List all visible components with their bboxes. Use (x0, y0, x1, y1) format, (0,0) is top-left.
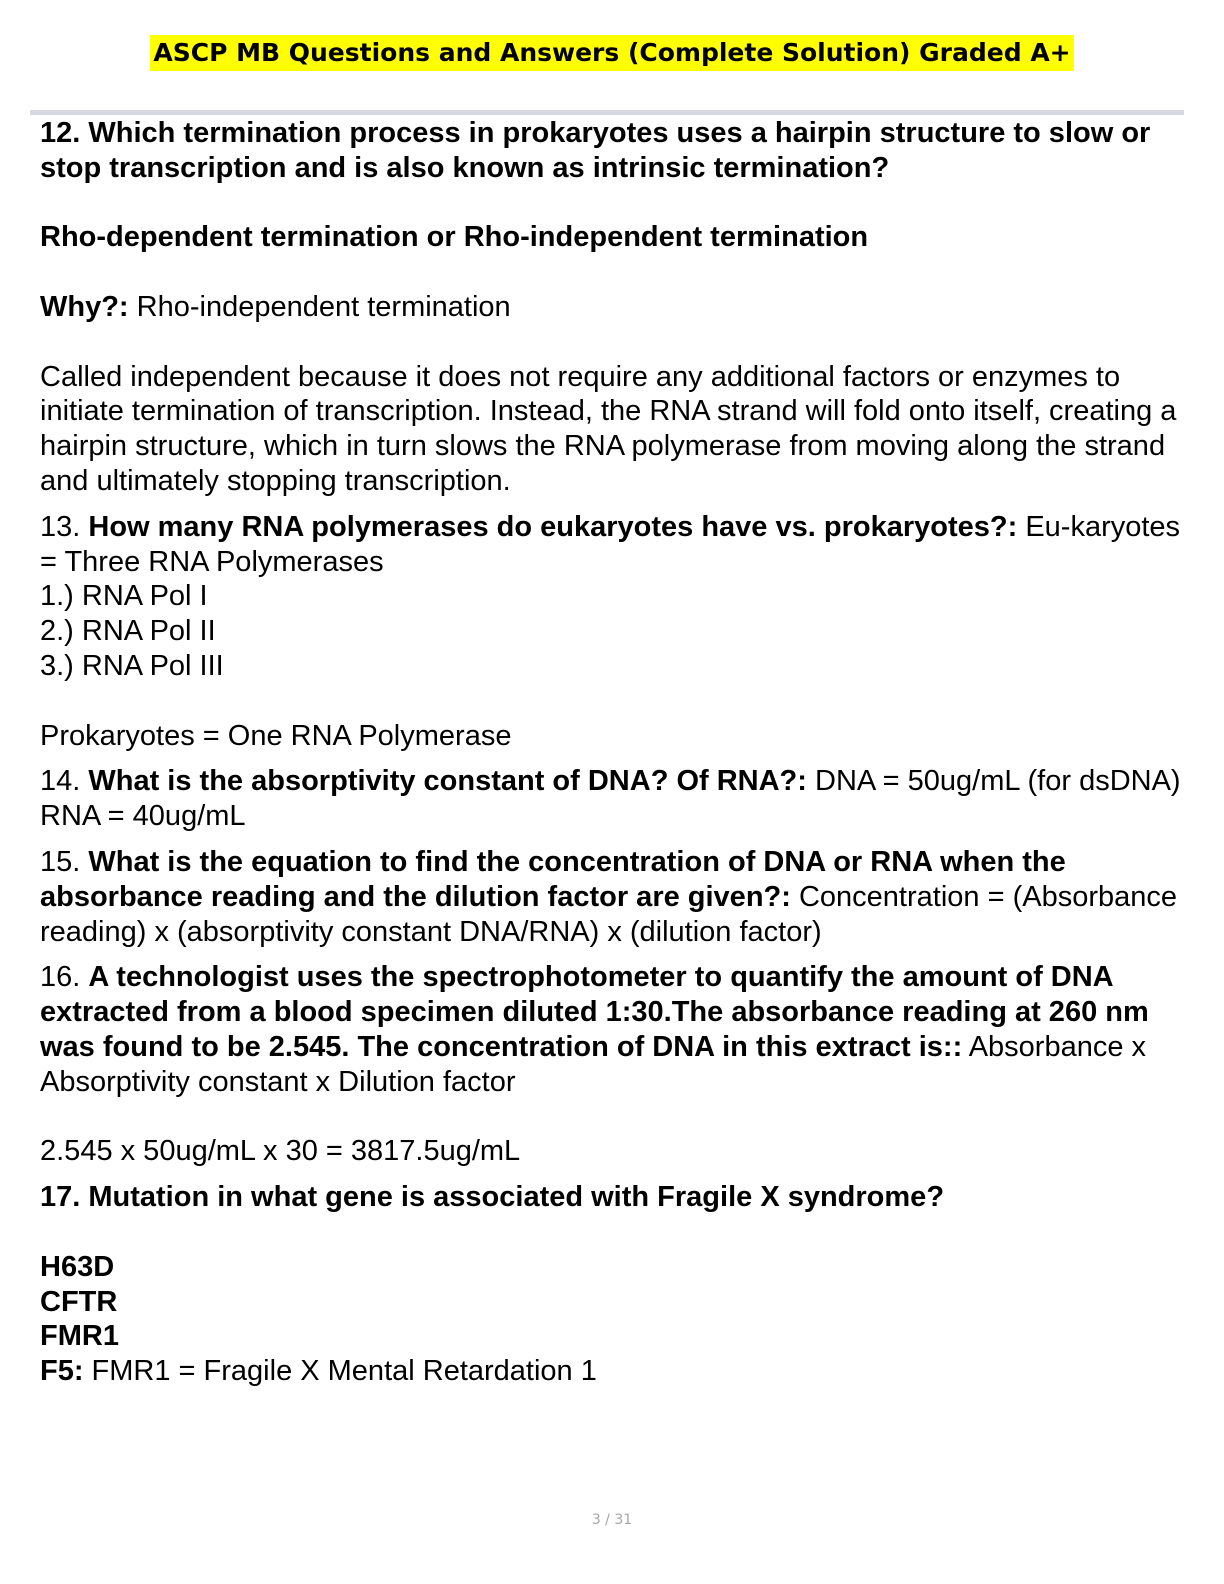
question-12-text: 12. Which termination process in prokaryotes uses a hairpin structure to slow or stop transcription and is also known as intrinsic termination? (40, 117, 1151, 184)
question-16-calculation: 2.545 x 50ug/mL x 30 = 3817.5ug/mL (40, 1135, 521, 1168)
document-title: ASCP MB Questions and Answers (Complete Solution) Graded A+ (150, 35, 1073, 71)
document-body (40, 116, 1185, 1389)
list-item: 2.) RNA Pol II (40, 615, 216, 648)
question-17-answer: F5: FMR1 = Fragile X Mental Retardation 1 (40, 1355, 597, 1388)
question-14 (40, 764, 1185, 834)
question-13-prokaryotes: Prokaryotes = One RNA Polymerase (40, 719, 512, 752)
question-12-options: Rho-dependent termination or Rho-independent termination (40, 221, 869, 254)
header (0, 35, 1224, 71)
question-13-text: 13. How many RNA polymerases do eukaryotes have vs. prokaryotes?: Eu-karyotes = Three RNA Polymerases (40, 510, 1181, 578)
question-16-text: 16. A technologist uses the spectrophotometer to quantify the amount of DNA extracted from a blood specimen diluted 1:30.The absorbance reading at 260 nm was found to be 2.545. The concentration of DNA in this extract is:: Absorbance x Absorptivity constant x Dilution factor (40, 961, 1149, 1098)
page-number: 3 / 31 (591, 1512, 633, 1528)
question-14-rna-answer: RNA = 40ug/mL (40, 800, 246, 833)
list-item: 3.) RNA Pol III (40, 649, 224, 682)
why-answer: Rho-independent termination (128, 290, 511, 323)
list-item: 1.) RNA Pol I (40, 580, 208, 613)
option-item: FMR1 (40, 1320, 119, 1353)
option-item: CFTR (40, 1285, 118, 1318)
question-15 (40, 845, 1185, 949)
option-item: H63D (40, 1250, 115, 1283)
why-label: Why?: (40, 290, 129, 323)
question-14-text: 14. What is the absorptivity constant of DNA? Of RNA?: DNA = 50ug/mL (for dsDNA) (40, 765, 1181, 798)
header-divider (30, 110, 1184, 115)
question-17 (40, 1180, 1185, 1389)
question-12-why (40, 290, 1185, 325)
question-12 (40, 116, 1185, 499)
question-16 (40, 960, 1185, 1169)
question-13 (40, 510, 1185, 754)
question-12-explanation: Called independent because it does not require any additional factors or enzymes to initiate termination of transcription. Instead, the RNA strand will fold onto itself, creating a hairpin structure, which in turn slows the RNA polymerase from moving along the strand and ultimately stopping transcription. (40, 360, 1177, 497)
question-17-text: 17. Mutation in what gene is associated with Fragile X syndrome? (40, 1181, 945, 1214)
question-15-text: 15. What is the equation to find the concentration of DNA or RNA when the absorbance reading and the dilution factor are given?: Concentration = (Absorbance reading) x (absorptivity constant DNA/RNA) x (dilution factor) (40, 845, 1177, 948)
